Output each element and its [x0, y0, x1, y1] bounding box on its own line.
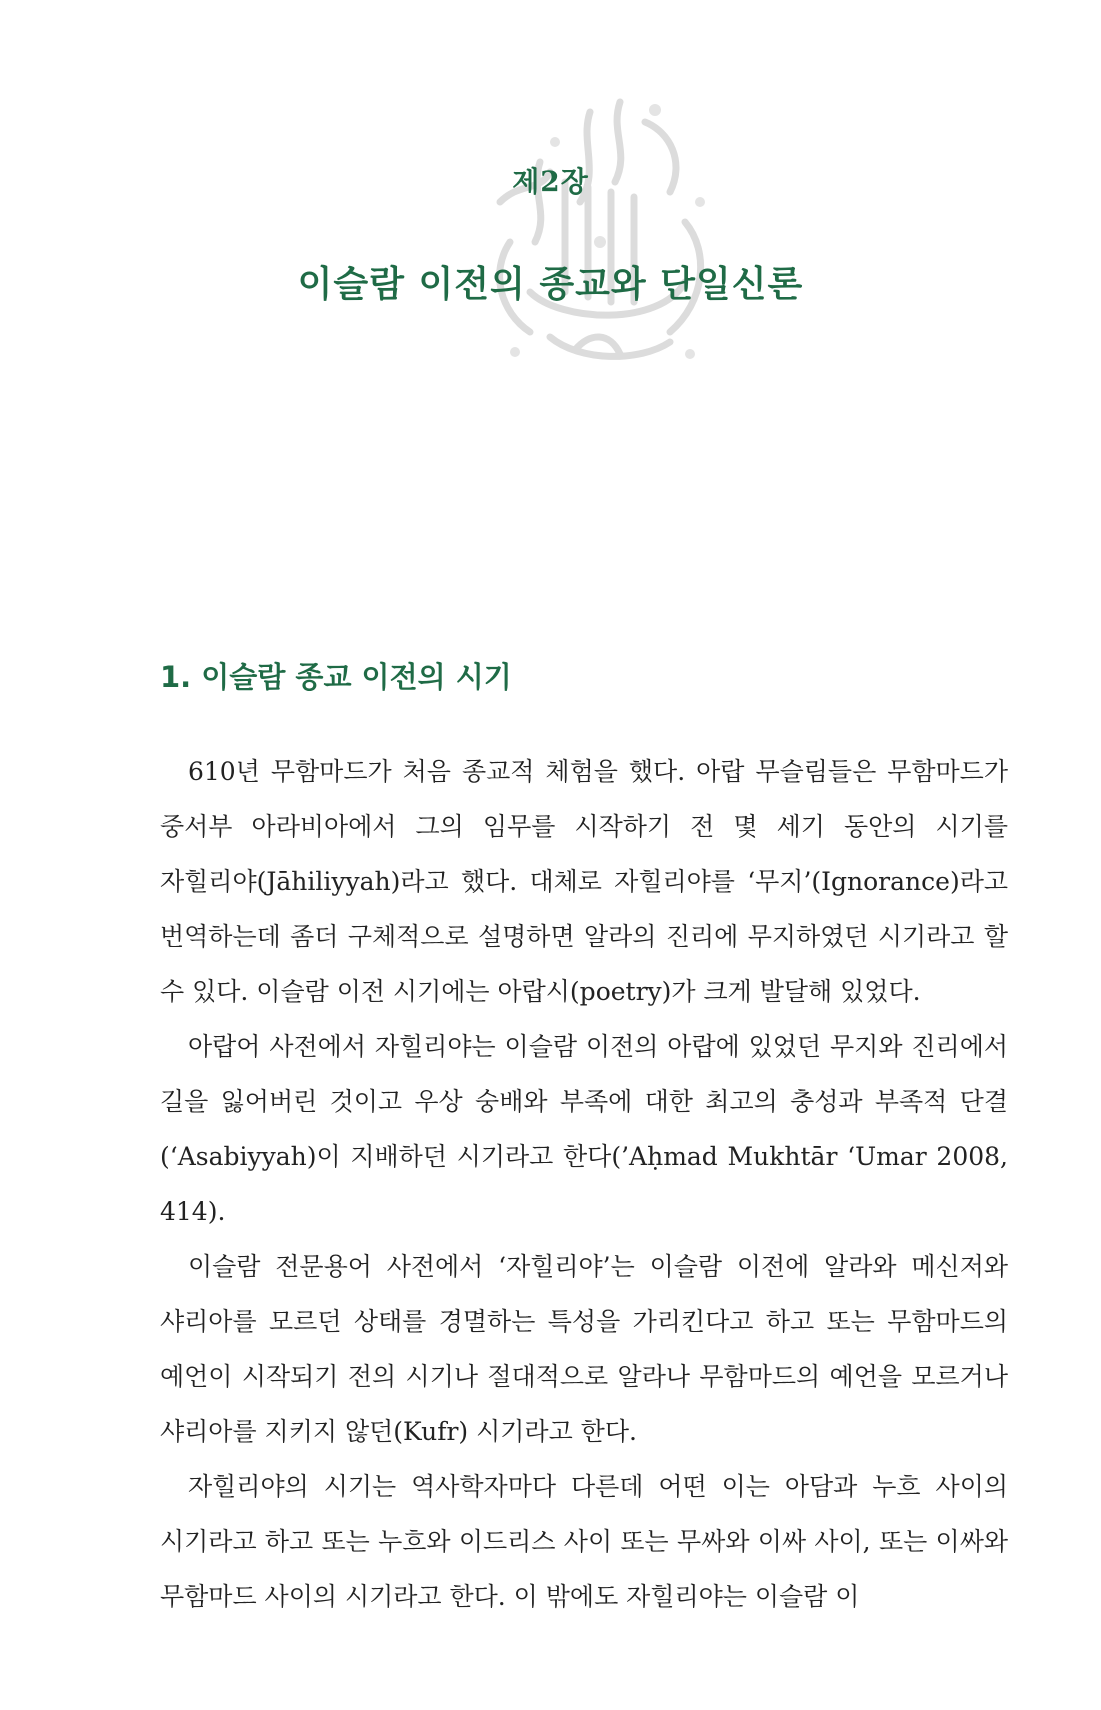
- chapter-number: 제2장: [512, 165, 589, 198]
- paragraph: 이슬람 전문용어 사전에서 ‘자힐리야’는 이슬람 이전에 알라와 메신저와 샤리아를 모르던 상태를 경멸하는 특성을 가리킨다고 하고 또는 무함마드의 예언이 시작되기 전의 시기나 절대적으로 알라나 무함마드의 예언을 모르거나 샤리아를 지키지 않던(Kufr) 시기라고 한다.: [160, 1252, 1008, 1446]
- chapter-title: 이슬람 이전의 종교와 단일신론: [297, 264, 804, 305]
- paragraph: 자힐리야의 시기는 역사학자마다 다른데 어떤 이는 아담과 누흐 사이의 시기라고 하고 또는 누흐와 이드리스 사이 또는 무싸와 이싸 사이, 또는 이싸와 무함마드 사이의 시기라고 한다. 이 밖에도 자힐리야는 이슬람 이: [160, 1472, 1008, 1611]
- paragraph: 아랍어 사전에서 자힐리야는 이슬람 이전의 아랍에 있었던 무지와 진리에서 길을 잃어버린 것이고 우상 숭배와 부족에 대한 최고의 충성과 부족적 단결(‘Asabiyyah)이 지배하던 시기라고 한다(’Aḥmad Mukhtār ‘Umar 2008, 414).: [160, 1032, 1008, 1226]
- paragraph: 610년 무함마드가 처음 종교적 체험을 했다. 아랍 무슬림들은 무함마드가 중서부 아라비아에서 그의 임무를 시작하기 전 몇 세기 동안의 시기를 자힐리야(Jāhiliyyah)라고 했다. 대체로 자힐리야를 ‘무지’(Ignorance)라고 번역하는데 좀더 구체적으로 설명하면 알라의 진리에 무지하였던 시기라고 할 수 있다. 이슬람 이전 시기에는 아랍시(poetry)가 크게 발달해 있었다.: [160, 757, 1008, 1006]
- calligraphy-ornament-icon: [470, 92, 730, 372]
- section-heading: 1. 이슬람 종교 이전의 시기: [160, 660, 512, 694]
- body-text: [160, 744, 1008, 1624]
